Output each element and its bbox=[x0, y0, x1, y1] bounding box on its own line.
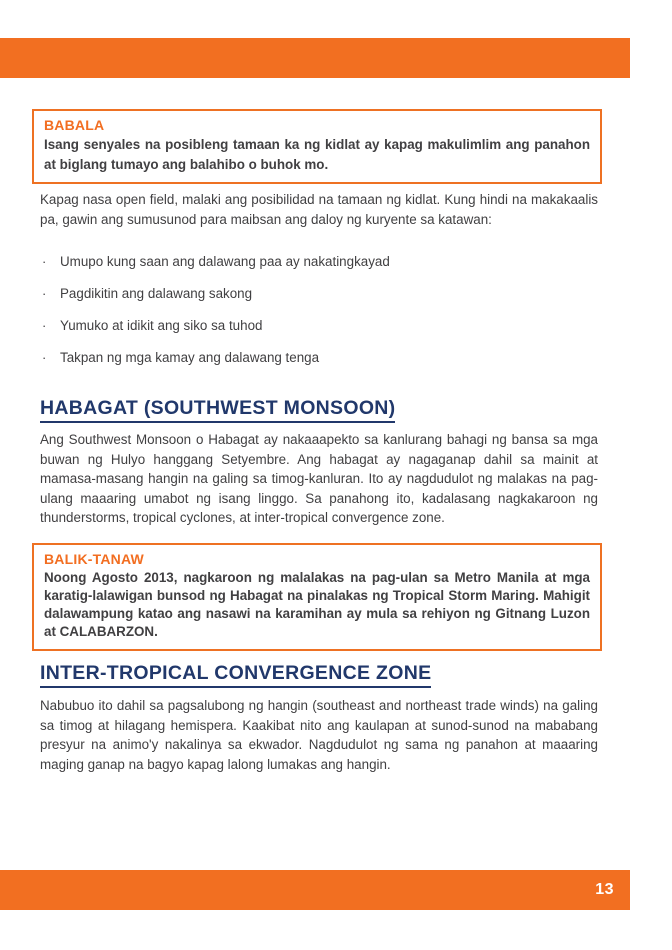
bullet-icon: · bbox=[42, 318, 47, 333]
balik-tanaw-title: BALIK-TANAW bbox=[44, 551, 144, 567]
bullet-icon: · bbox=[42, 286, 47, 301]
itcz-heading-text: INTER-TROPICAL CONVERGENCE ZONE bbox=[40, 662, 431, 688]
habagat-heading bbox=[40, 393, 598, 423]
page-number: 13 bbox=[595, 881, 614, 898]
list-item-text: Umupo kung saan ang dalawang paa ay nakatingkayad bbox=[60, 254, 390, 269]
habagat-heading-text: HABAGAT (SOUTHWEST MONSOON) bbox=[40, 397, 395, 423]
footer-bar bbox=[0, 870, 630, 910]
balik-tanaw-body: Noong Agosto 2013, nagkaroon ng malalakas na pag-ulan sa Metro Manila at mga karatig-lalawigan bunsod ng Habagat na pinalakas ng Tropical Storm Maring. Mahigit dalawampung katao ang nasawi na karamihan ay mula sa rehiyon ng Gitnang Luzon at CALABARZON. bbox=[44, 570, 590, 639]
bullet-icon: · bbox=[42, 350, 47, 365]
babala-warning-box bbox=[32, 109, 602, 184]
safety-steps-list bbox=[40, 252, 598, 380]
itcz-heading bbox=[40, 658, 598, 688]
list-item bbox=[40, 284, 598, 303]
open-field-paragraph: Kapag nasa open field, malaki ang posibilidad na tamaan ng kidlat. Kung hindi na makakaalis pa, gawin ang sumusunod para maibsan ang daloy ng kuryente sa katawan: bbox=[40, 192, 598, 227]
itcz-paragraph: Nabubuo ito dahil sa pagsalubong ng hangin (southeast and northeast trade winds) na galing sa timog at hilagang hemispera. Kaakibat nito ang kaulapan at sunod-sunod na mababang presyur na animo'y nakalinya sa ekwador. Nagdudulot ng sama ng panahon at maaaring maging ganap na bagyo kapag lalong lumakas ang hangin. bbox=[40, 698, 598, 772]
list-item bbox=[40, 316, 598, 335]
habagat-paragraph: Ang Southwest Monsoon o Habagat ay nakaaapekto sa kanlurang bahagi ng bansa sa mga buwan ng Hulyo hanggang Setyembre. Ang habagat ay nagaganap dahil sa mainit at mamasa-masang hangin na galing sa timog-kanluran. Ito ay nagdudulot ng malakas na pag-ulang maaaring umabot ng isang linggo. Sa panahong ito, kadalasang nagkakaroon ng thunderstorms, tropical cyclones, at inter-tropical convergence zone. bbox=[40, 432, 598, 525]
list-item-text: Takpan ng mga kamay ang dalawang tenga bbox=[60, 350, 320, 365]
list-item-text: Yumuko at idikit ang siko sa tuhod bbox=[60, 318, 263, 333]
top-accent-bar bbox=[0, 38, 630, 78]
list-item-text: Pagdikitin ang dalawang sakong bbox=[60, 286, 253, 301]
list-item bbox=[40, 348, 598, 367]
babala-title: BABALA bbox=[44, 117, 105, 133]
balik-tanaw-box bbox=[32, 543, 602, 651]
babala-body: Isang senyales na posibleng tamaan ka ng kidlat ay kapag makulimlim ang panahon at biglang tumayo ang balahibo o buhok mo. bbox=[44, 137, 590, 172]
bullet-icon: · bbox=[42, 254, 47, 269]
list-item bbox=[40, 252, 598, 271]
